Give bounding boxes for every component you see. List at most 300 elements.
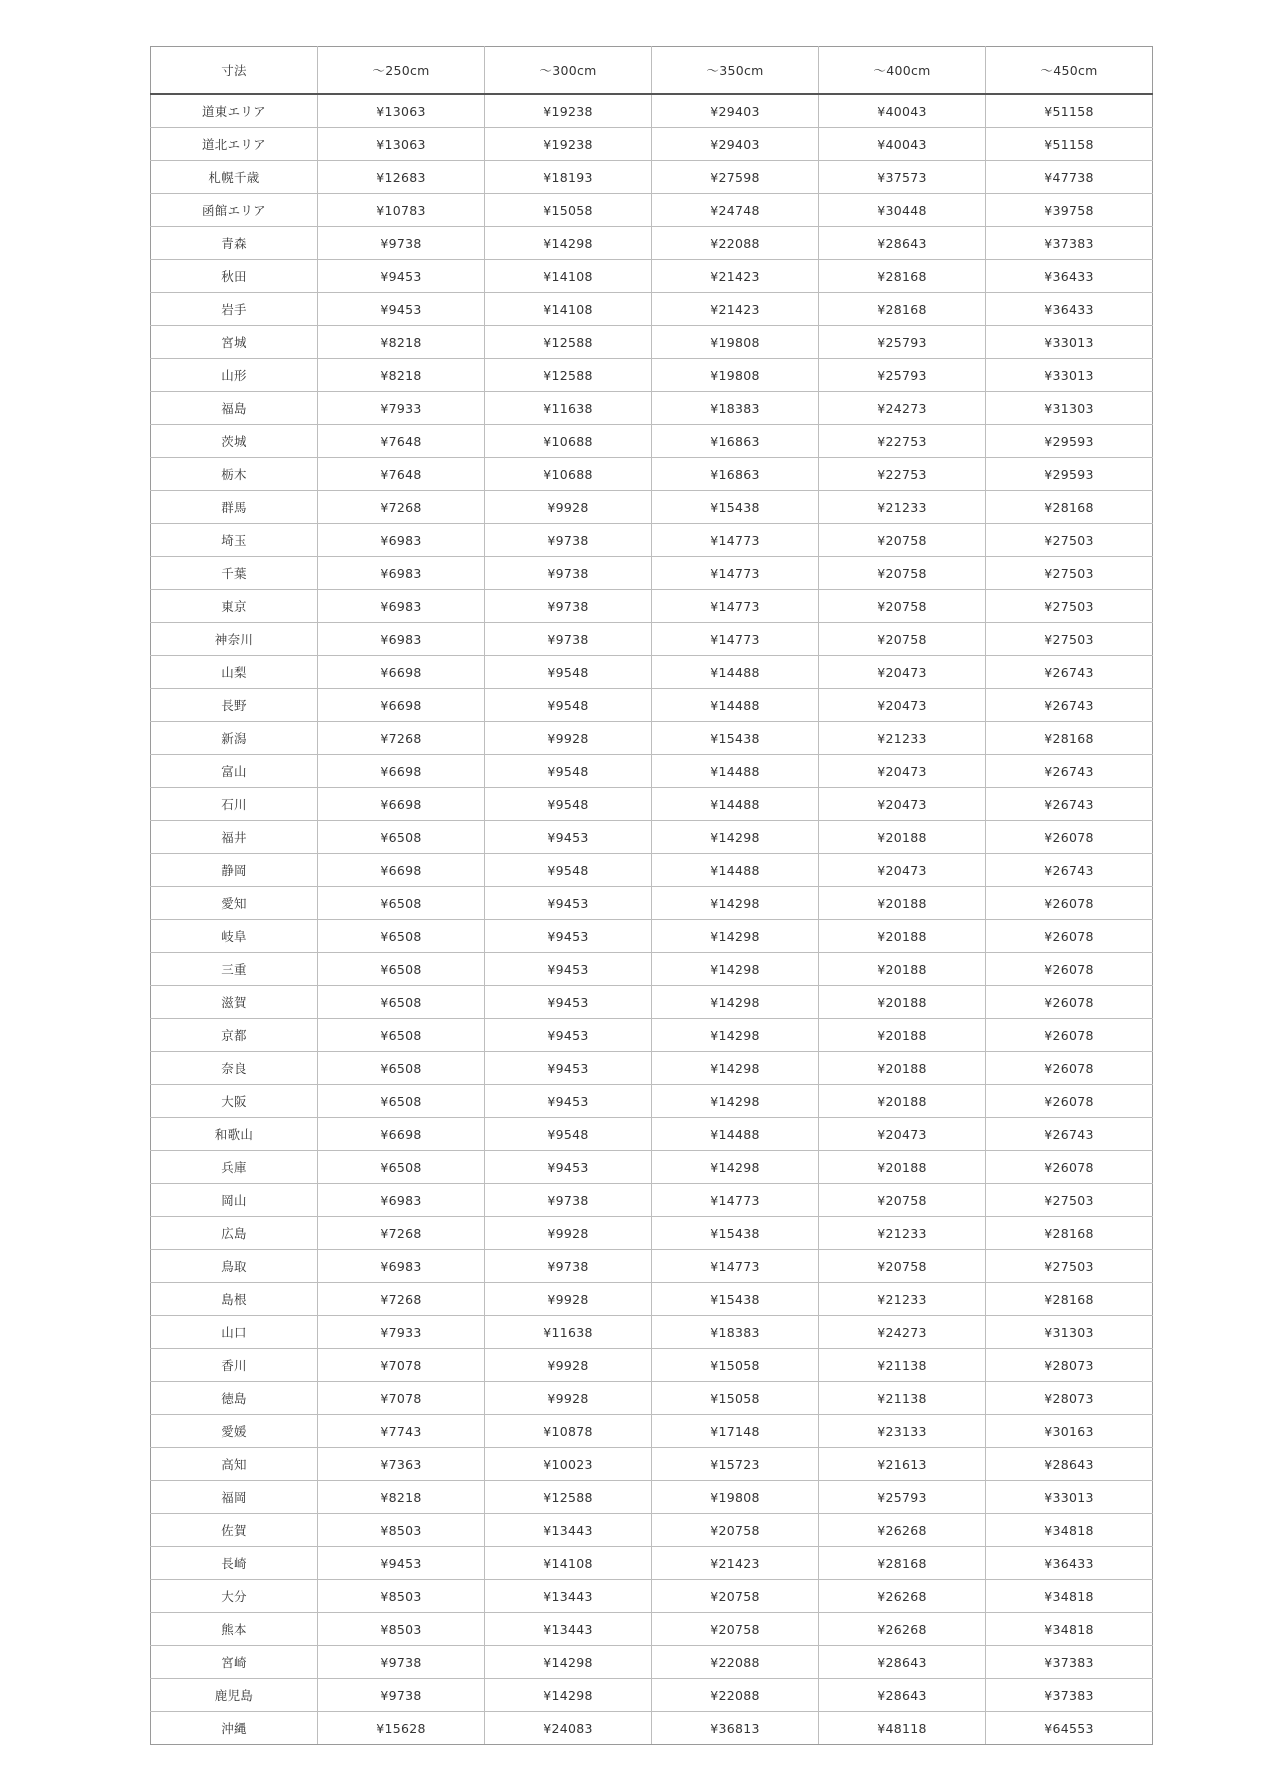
table-row: [151, 755, 1153, 788]
table-row: [151, 491, 1153, 524]
table-body: [151, 94, 1153, 1745]
price-cell: ¥8218: [318, 1481, 485, 1514]
price-cell: ¥26743: [986, 689, 1153, 722]
price-cell: ¥24273: [819, 1316, 986, 1349]
table-row: [151, 689, 1153, 722]
price-cell: ¥14773: [652, 623, 819, 656]
price-cell: ¥16863: [652, 458, 819, 491]
table-row: [151, 260, 1153, 293]
header-dimension: 寸法: [151, 47, 318, 95]
table-row: [151, 1646, 1153, 1679]
price-cell: ¥20188: [819, 1019, 986, 1052]
price-cell: ¥6983: [318, 524, 485, 557]
price-cell: ¥14298: [652, 1019, 819, 1052]
price-cell: ¥13063: [318, 128, 485, 161]
price-cell: ¥17148: [652, 1415, 819, 1448]
price-cell: ¥28643: [819, 1646, 986, 1679]
price-cell: ¥6983: [318, 557, 485, 590]
table-row: [151, 227, 1153, 260]
price-cell: ¥19808: [652, 1481, 819, 1514]
price-cell: ¥26078: [986, 1019, 1153, 1052]
table-row: [151, 524, 1153, 557]
price-cell: ¥26268: [819, 1514, 986, 1547]
price-cell: ¥31303: [986, 392, 1153, 425]
price-cell: ¥27503: [986, 1184, 1153, 1217]
price-cell: ¥26078: [986, 1151, 1153, 1184]
price-cell: ¥14298: [652, 953, 819, 986]
price-cell: ¥7648: [318, 425, 485, 458]
price-cell: ¥6508: [318, 1151, 485, 1184]
price-cell: ¥7268: [318, 491, 485, 524]
region-cell: 和歌山: [151, 1118, 318, 1151]
price-cell: ¥9738: [485, 557, 652, 590]
region-cell: 道東エリア: [151, 94, 318, 128]
price-cell: ¥26268: [819, 1613, 986, 1646]
price-cell: ¥15723: [652, 1448, 819, 1481]
price-cell: ¥39758: [986, 194, 1153, 227]
price-cell: ¥19238: [485, 128, 652, 161]
region-cell: 千葉: [151, 557, 318, 590]
price-cell: ¥9738: [485, 590, 652, 623]
header-row: [151, 47, 1153, 95]
region-cell: 愛知: [151, 887, 318, 920]
price-cell: ¥14488: [652, 854, 819, 887]
price-cell: ¥6508: [318, 887, 485, 920]
price-cell: ¥20473: [819, 1118, 986, 1151]
price-cell: ¥33013: [986, 1481, 1153, 1514]
price-cell: ¥7933: [318, 1316, 485, 1349]
table-row: [151, 1580, 1153, 1613]
price-cell: ¥9453: [318, 1547, 485, 1580]
price-cell: ¥37573: [819, 161, 986, 194]
price-cell: ¥20473: [819, 689, 986, 722]
price-cell: ¥6698: [318, 689, 485, 722]
price-cell: ¥12588: [485, 1481, 652, 1514]
region-cell: 鳥取: [151, 1250, 318, 1283]
price-cell: ¥26743: [986, 788, 1153, 821]
price-cell: ¥24083: [485, 1712, 652, 1745]
price-cell: ¥21613: [819, 1448, 986, 1481]
price-cell: ¥9453: [485, 1052, 652, 1085]
region-cell: 長野: [151, 689, 318, 722]
price-cell: ¥7268: [318, 1283, 485, 1316]
price-cell: ¥9453: [485, 1085, 652, 1118]
table-row: [151, 458, 1153, 491]
region-cell: 埼玉: [151, 524, 318, 557]
price-cell: ¥15438: [652, 1217, 819, 1250]
price-cell: ¥14298: [652, 821, 819, 854]
table-row: [151, 1118, 1153, 1151]
price-cell: ¥21423: [652, 1547, 819, 1580]
price-cell: ¥14298: [652, 1151, 819, 1184]
price-cell: ¥20188: [819, 953, 986, 986]
price-cell: ¥26743: [986, 1118, 1153, 1151]
price-cell: ¥22088: [652, 1646, 819, 1679]
table-row: [151, 1448, 1153, 1481]
table-row: [151, 161, 1153, 194]
region-cell: 沖縄: [151, 1712, 318, 1745]
price-cell: ¥7078: [318, 1382, 485, 1415]
price-cell: ¥20188: [819, 1085, 986, 1118]
region-cell: 兵庫: [151, 1151, 318, 1184]
price-cell: ¥6698: [318, 788, 485, 821]
price-cell: ¥6698: [318, 854, 485, 887]
price-cell: ¥26743: [986, 656, 1153, 689]
price-cell: ¥26268: [819, 1580, 986, 1613]
region-cell: 道北エリア: [151, 128, 318, 161]
price-cell: ¥20188: [819, 920, 986, 953]
table-row: [151, 788, 1153, 821]
header-size-450: ～450cm: [986, 47, 1153, 95]
region-cell: 岐阜: [151, 920, 318, 953]
table-row: [151, 1250, 1153, 1283]
price-cell: ¥20188: [819, 986, 986, 1019]
price-cell: ¥9453: [485, 986, 652, 1019]
price-cell: ¥20473: [819, 656, 986, 689]
region-cell: 岡山: [151, 1184, 318, 1217]
price-cell: ¥15058: [485, 194, 652, 227]
price-cell: ¥14108: [485, 260, 652, 293]
region-cell: 宮城: [151, 326, 318, 359]
region-cell: 島根: [151, 1283, 318, 1316]
table-row: [151, 986, 1153, 1019]
price-cell: ¥22088: [652, 1679, 819, 1712]
table-row: [151, 920, 1153, 953]
price-cell: ¥9548: [485, 1118, 652, 1151]
price-cell: ¥14298: [652, 986, 819, 1019]
price-cell: ¥28168: [986, 491, 1153, 524]
price-cell: ¥9453: [485, 953, 652, 986]
price-cell: ¥7743: [318, 1415, 485, 1448]
price-cell: ¥25793: [819, 326, 986, 359]
table-row: [151, 1151, 1153, 1184]
price-cell: ¥27503: [986, 1250, 1153, 1283]
price-cell: ¥14298: [485, 1679, 652, 1712]
price-cell: ¥28643: [819, 1679, 986, 1712]
price-cell: ¥15628: [318, 1712, 485, 1745]
price-cell: ¥7268: [318, 1217, 485, 1250]
table-row: [151, 821, 1153, 854]
price-cell: ¥6698: [318, 656, 485, 689]
price-cell: ¥36433: [986, 260, 1153, 293]
table-row: [151, 1613, 1153, 1646]
table-row: [151, 1382, 1153, 1415]
region-cell: 佐賀: [151, 1514, 318, 1547]
price-cell: ¥14773: [652, 590, 819, 623]
price-cell: ¥14773: [652, 524, 819, 557]
price-cell: ¥13443: [485, 1580, 652, 1613]
price-cell: ¥6983: [318, 1250, 485, 1283]
table-header: [151, 47, 1153, 95]
price-cell: ¥21233: [819, 1217, 986, 1250]
region-cell: 大阪: [151, 1085, 318, 1118]
region-cell: 福井: [151, 821, 318, 854]
price-cell: ¥14298: [485, 1646, 652, 1679]
price-cell: ¥20188: [819, 887, 986, 920]
region-cell: 京都: [151, 1019, 318, 1052]
table-row: [151, 887, 1153, 920]
price-cell: ¥20473: [819, 788, 986, 821]
price-cell: ¥28168: [819, 260, 986, 293]
price-cell: ¥51158: [986, 128, 1153, 161]
region-cell: 三重: [151, 953, 318, 986]
price-cell: ¥15438: [652, 722, 819, 755]
price-cell: ¥27503: [986, 623, 1153, 656]
region-cell: 香川: [151, 1349, 318, 1382]
price-cell: ¥9548: [485, 854, 652, 887]
price-cell: ¥28643: [986, 1448, 1153, 1481]
price-cell: ¥40043: [819, 128, 986, 161]
region-cell: 函館エリア: [151, 194, 318, 227]
price-cell: ¥6508: [318, 821, 485, 854]
table-row: [151, 1547, 1153, 1580]
table-row: [151, 1217, 1153, 1250]
price-cell: ¥21138: [819, 1382, 986, 1415]
price-cell: ¥20758: [819, 623, 986, 656]
price-cell: ¥9548: [485, 755, 652, 788]
price-cell: ¥21233: [819, 722, 986, 755]
price-cell: ¥20473: [819, 854, 986, 887]
price-cell: ¥19238: [485, 94, 652, 128]
table-row: [151, 1415, 1153, 1448]
price-cell: ¥9928: [485, 491, 652, 524]
table-row: [151, 128, 1153, 161]
price-cell: ¥9738: [318, 1679, 485, 1712]
price-cell: ¥13443: [485, 1514, 652, 1547]
price-cell: ¥9453: [485, 887, 652, 920]
price-cell: ¥13443: [485, 1613, 652, 1646]
region-cell: 福岡: [151, 1481, 318, 1514]
price-cell: ¥9453: [318, 293, 485, 326]
price-cell: ¥30163: [986, 1415, 1153, 1448]
price-cell: ¥9453: [485, 1019, 652, 1052]
region-cell: 徳島: [151, 1382, 318, 1415]
price-cell: ¥7648: [318, 458, 485, 491]
price-cell: ¥14298: [485, 227, 652, 260]
price-cell: ¥9548: [485, 788, 652, 821]
price-cell: ¥7363: [318, 1448, 485, 1481]
table-row: [151, 1085, 1153, 1118]
region-cell: 青森: [151, 227, 318, 260]
region-cell: 奈良: [151, 1052, 318, 1085]
table-row: [151, 1712, 1153, 1745]
price-cell: ¥19808: [652, 326, 819, 359]
price-cell: ¥27598: [652, 161, 819, 194]
price-cell: ¥7933: [318, 392, 485, 425]
price-cell: ¥22753: [819, 425, 986, 458]
price-cell: ¥20758: [819, 590, 986, 623]
price-cell: ¥9453: [485, 821, 652, 854]
price-cell: ¥14108: [485, 1547, 652, 1580]
price-cell: ¥51158: [986, 94, 1153, 128]
price-cell: ¥36433: [986, 293, 1153, 326]
price-cell: ¥8503: [318, 1514, 485, 1547]
price-cell: ¥8218: [318, 326, 485, 359]
price-cell: ¥9738: [485, 1184, 652, 1217]
table-row: [151, 1316, 1153, 1349]
table-row: [151, 854, 1153, 887]
table-row: [151, 425, 1153, 458]
price-cell: ¥14298: [652, 920, 819, 953]
table-row: [151, 722, 1153, 755]
price-cell: ¥18383: [652, 392, 819, 425]
price-cell: ¥29593: [986, 425, 1153, 458]
price-cell: ¥10878: [485, 1415, 652, 1448]
price-cell: ¥20758: [819, 1184, 986, 1217]
shipping-rate-table: [150, 46, 1153, 1745]
price-cell: ¥21423: [652, 293, 819, 326]
price-cell: ¥21138: [819, 1349, 986, 1382]
price-cell: ¥6508: [318, 1085, 485, 1118]
price-cell: ¥12588: [485, 326, 652, 359]
table-row: [151, 293, 1153, 326]
price-cell: ¥30448: [819, 194, 986, 227]
price-cell: ¥20188: [819, 1151, 986, 1184]
price-cell: ¥22753: [819, 458, 986, 491]
price-cell: ¥28168: [986, 722, 1153, 755]
price-cell: ¥6983: [318, 1184, 485, 1217]
price-cell: ¥28073: [986, 1349, 1153, 1382]
region-cell: 愛媛: [151, 1415, 318, 1448]
price-cell: ¥6983: [318, 623, 485, 656]
table-row: [151, 557, 1153, 590]
price-cell: ¥10688: [485, 425, 652, 458]
price-cell: ¥12588: [485, 359, 652, 392]
price-cell: ¥9928: [485, 1349, 652, 1382]
region-cell: 静岡: [151, 854, 318, 887]
price-cell: ¥13063: [318, 94, 485, 128]
region-cell: 山梨: [151, 656, 318, 689]
price-cell: ¥28168: [986, 1217, 1153, 1250]
price-cell: ¥15438: [652, 1283, 819, 1316]
price-cell: ¥24273: [819, 392, 986, 425]
price-cell: ¥20758: [652, 1514, 819, 1547]
price-cell: ¥33013: [986, 326, 1153, 359]
region-cell: 秋田: [151, 260, 318, 293]
table-row: [151, 1514, 1153, 1547]
price-cell: ¥9738: [318, 1646, 485, 1679]
table-row: [151, 194, 1153, 227]
price-cell: ¥26078: [986, 821, 1153, 854]
price-cell: ¥29403: [652, 94, 819, 128]
price-cell: ¥11638: [485, 1316, 652, 1349]
region-cell: 大分: [151, 1580, 318, 1613]
price-cell: ¥25793: [819, 359, 986, 392]
header-size-300: ～300cm: [485, 47, 652, 95]
price-cell: ¥36433: [986, 1547, 1153, 1580]
region-cell: 宮崎: [151, 1646, 318, 1679]
price-cell: ¥20758: [652, 1613, 819, 1646]
price-cell: ¥25793: [819, 1481, 986, 1514]
price-cell: ¥20758: [819, 524, 986, 557]
price-cell: ¥7078: [318, 1349, 485, 1382]
table-row: [151, 94, 1153, 128]
table-row: [151, 623, 1153, 656]
price-cell: ¥14108: [485, 293, 652, 326]
header-size-350: ～350cm: [652, 47, 819, 95]
region-cell: 東京: [151, 590, 318, 623]
price-cell: ¥8503: [318, 1580, 485, 1613]
region-cell: 岩手: [151, 293, 318, 326]
price-cell: ¥20188: [819, 821, 986, 854]
region-cell: 富山: [151, 755, 318, 788]
price-cell: ¥37383: [986, 227, 1153, 260]
table-row: [151, 953, 1153, 986]
price-cell: ¥64553: [986, 1712, 1153, 1745]
price-cell: ¥37383: [986, 1646, 1153, 1679]
price-cell: ¥21233: [819, 1283, 986, 1316]
table-row: [151, 326, 1153, 359]
price-cell: ¥24748: [652, 194, 819, 227]
region-cell: 新潟: [151, 722, 318, 755]
price-cell: ¥20758: [652, 1580, 819, 1613]
price-cell: ¥15438: [652, 491, 819, 524]
price-cell: ¥47738: [986, 161, 1153, 194]
price-cell: ¥9453: [485, 920, 652, 953]
price-cell: ¥10688: [485, 458, 652, 491]
price-cell: ¥26743: [986, 854, 1153, 887]
price-cell: ¥27503: [986, 557, 1153, 590]
region-cell: 石川: [151, 788, 318, 821]
region-cell: 長崎: [151, 1547, 318, 1580]
region-cell: 山口: [151, 1316, 318, 1349]
price-cell: ¥26078: [986, 887, 1153, 920]
region-cell: 鹿児島: [151, 1679, 318, 1712]
price-cell: ¥36813: [652, 1712, 819, 1745]
price-cell: ¥20188: [819, 1052, 986, 1085]
price-cell: ¥6983: [318, 590, 485, 623]
price-cell: ¥28643: [819, 227, 986, 260]
header-size-400: ～400cm: [819, 47, 986, 95]
price-cell: ¥14488: [652, 689, 819, 722]
region-cell: 高知: [151, 1448, 318, 1481]
price-cell: ¥6698: [318, 755, 485, 788]
price-cell: ¥6698: [318, 1118, 485, 1151]
region-cell: 神奈川: [151, 623, 318, 656]
price-cell: ¥9928: [485, 722, 652, 755]
table-row: [151, 656, 1153, 689]
price-cell: ¥40043: [819, 94, 986, 128]
price-cell: ¥10023: [485, 1448, 652, 1481]
price-cell: ¥34818: [986, 1580, 1153, 1613]
price-cell: ¥14773: [652, 557, 819, 590]
region-cell: 福島: [151, 392, 318, 425]
price-cell: ¥9548: [485, 656, 652, 689]
region-cell: 札幌千歳: [151, 161, 318, 194]
price-cell: ¥9738: [485, 623, 652, 656]
price-cell: ¥6508: [318, 953, 485, 986]
price-cell: ¥12683: [318, 161, 485, 194]
price-cell: ¥9738: [485, 1250, 652, 1283]
price-cell: ¥34818: [986, 1613, 1153, 1646]
price-cell: ¥15058: [652, 1382, 819, 1415]
price-cell: ¥26078: [986, 1052, 1153, 1085]
price-cell: ¥14773: [652, 1184, 819, 1217]
header-size-250: ～250cm: [318, 47, 485, 95]
price-cell: ¥11638: [485, 392, 652, 425]
price-cell: ¥26743: [986, 755, 1153, 788]
price-cell: ¥31303: [986, 1316, 1153, 1349]
price-cell: ¥9738: [318, 227, 485, 260]
price-cell: ¥14488: [652, 1118, 819, 1151]
region-cell: 茨城: [151, 425, 318, 458]
table-row: [151, 1481, 1153, 1514]
price-cell: ¥6508: [318, 1052, 485, 1085]
price-cell: ¥28168: [819, 293, 986, 326]
price-cell: ¥9453: [318, 260, 485, 293]
table-row: [151, 359, 1153, 392]
region-cell: 山形: [151, 359, 318, 392]
